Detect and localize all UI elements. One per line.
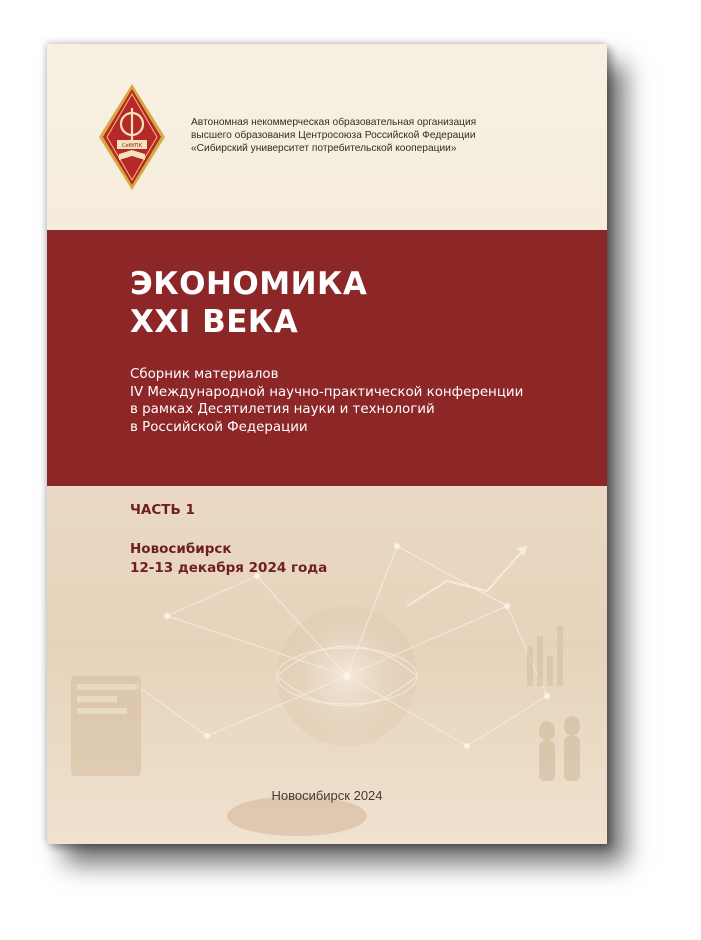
book-title-line-1: ЭКОНОМИКА [130,266,368,302]
title-band [47,230,607,486]
conference-place-date [130,540,327,578]
emblem-text: СибУПК [121,143,143,149]
organization-line-1: Автономная некоммерческая образовательная организация [191,117,477,128]
publication-imprint: Новосибирск 2024 [271,788,383,803]
book-subtitle [130,366,590,436]
conference-dates: 12-13 декабря 2024 года [130,560,328,576]
organization-line-3: «Сибирский университет потребительской кооперации» [191,143,457,154]
conference-city: Новосибирск [130,541,232,557]
university-emblem-icon [97,82,167,192]
part-number: ЧАСТЬ 1 [130,502,195,518]
cover-header [47,44,607,230]
subtitle-line-4: в Российской Федерации [130,419,308,435]
organization-name [191,116,571,155]
organization-line-2: высшего образования Центросоюза Российской Федерации [191,130,476,141]
book-title-line-2: XXI ВЕКА [130,304,299,340]
cover-lower-section [47,486,607,844]
subtitle-line-1: Сборник материалов [130,367,279,382]
subtitle-line-2: IV Международной научно-практической конференции [130,384,524,400]
book-cover [47,44,607,844]
subtitle-line-3: в рамках Десятилетия науки и технологий [130,402,435,417]
